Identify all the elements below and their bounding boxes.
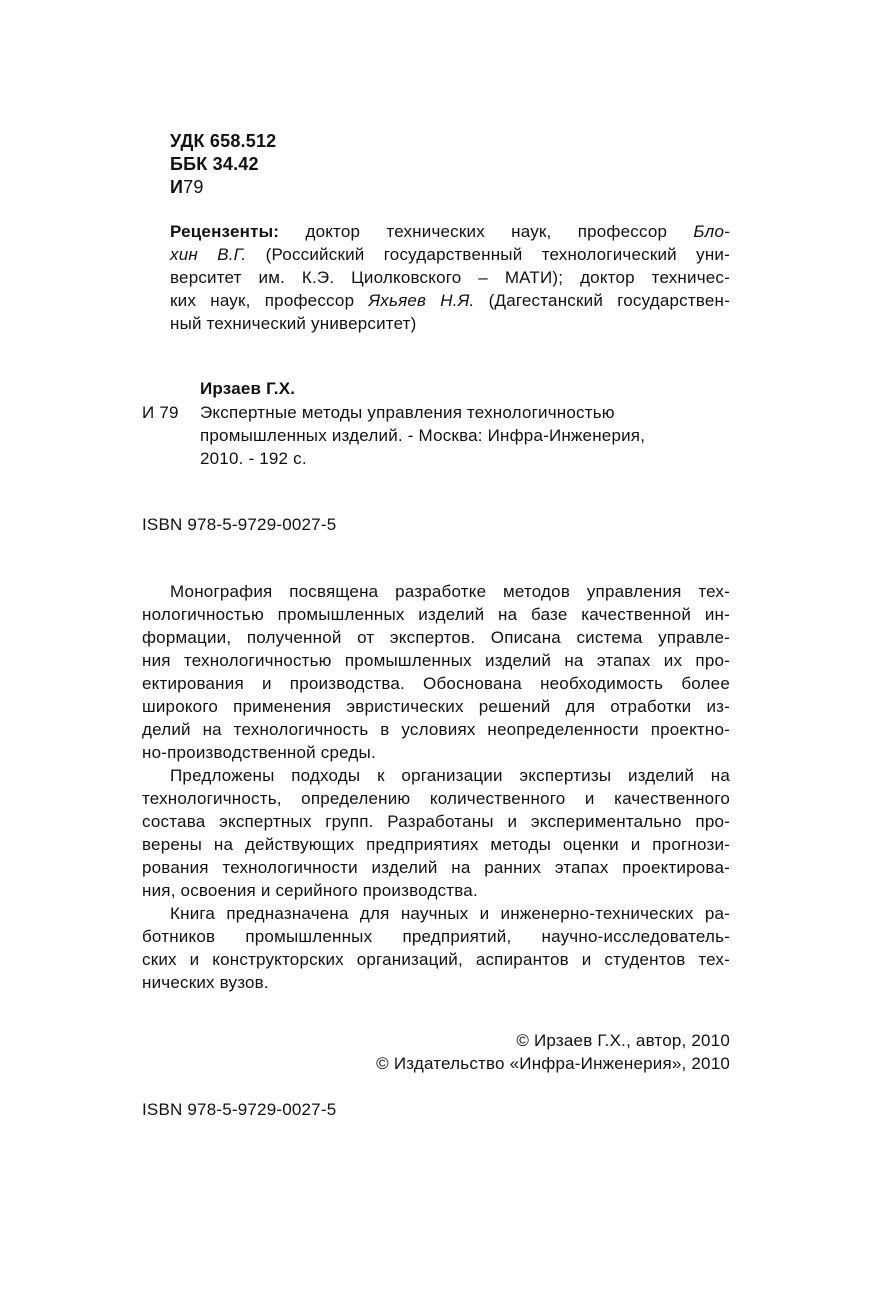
abstract-line: технологичность, определению количественного и качественного	[142, 789, 730, 808]
reviewers-line	[170, 243, 730, 266]
reviewer-name: хин В.Г.	[170, 245, 247, 264]
isbn-bottom	[142, 1098, 336, 1121]
abstract-line: широкого применения эвристических решений для отработки из-	[142, 697, 730, 716]
reviewers-paragraph	[170, 220, 730, 335]
abstract-line: но-производственной среды.	[142, 743, 376, 762]
abstract-line: Монография посвящена разработке методов управления тех-	[170, 582, 730, 601]
reviewers-text: (Дагестанский государствен-	[474, 291, 731, 310]
abstract-line: Предложены подходы к организации экспертизы изделий на	[170, 766, 730, 785]
author-mark-number: 79	[183, 177, 204, 197]
abstract-line: формации, полученной от экспертов. Описана система управле-	[142, 628, 730, 647]
abstract-line: ектирования и производства. Обоснована необходимость более	[142, 674, 730, 693]
entry-citation	[200, 401, 645, 470]
reviewers-text: доктор технических наук, профессор	[279, 222, 694, 241]
abstract-line: делий на технологичность в условиях неопределенности проектно-	[142, 720, 730, 739]
classification-block	[170, 130, 276, 199]
reviewers-text: ких наук, профессор	[170, 291, 369, 310]
author-mark-letter: И	[170, 177, 184, 197]
udc-code: УДК 658.512	[170, 131, 277, 151]
citation-line: 2010. - 192 с.	[200, 449, 307, 468]
isbn-bottom-text: ISBN 978-5-9729-0027-5	[142, 1100, 337, 1119]
entry-code	[142, 401, 179, 424]
abstract	[142, 580, 730, 994]
reviewer-name: Бло-	[693, 222, 730, 241]
entry-code-text: И 79	[142, 403, 179, 422]
isbn-top-text: ISBN 978-5-9729-0027-5	[142, 515, 337, 534]
abstract-line: состава экспертных групп. Разработаны и экспериментально про-	[142, 812, 730, 831]
citation-line: промышленных изделий. - Москва: Инфра-Инженерия,	[200, 426, 646, 445]
reviewers-line	[170, 220, 730, 243]
reviewers-line: верситет им. К.Э. Циолковского – МАТИ); доктор техничес-	[170, 268, 730, 287]
reviewers-line: ный технический университет)	[170, 314, 417, 333]
abstract-line: ния технологичностью промышленных изделий на этапах их про-	[142, 651, 730, 670]
abstract-line: ботников промышленных предприятий, научно-исследователь-	[142, 927, 730, 946]
abstract-line: нических вузов.	[142, 973, 269, 992]
citation-line: Экспертные методы управления технологичностью	[200, 403, 615, 422]
bbk-code: ББК 34.42	[170, 154, 259, 174]
copyright-author: © Ирзаев Г.Х., автор, 2010	[516, 1031, 730, 1050]
reviewers-line	[170, 289, 730, 312]
abstract-line: ния, освоения и серийного производства.	[142, 881, 478, 900]
author-mark	[170, 176, 276, 199]
reviewers-text: (Российский государственный технологический уни-	[246, 245, 730, 264]
author-name: Ирзаев Г.Х.	[200, 379, 296, 398]
entry-author	[200, 377, 295, 400]
copyright-publisher: © Издательство «Инфра-Инженерия», 2010	[376, 1054, 730, 1073]
copyright-block	[376, 1029, 730, 1075]
abstract-line: ских и конструкторских организаций, аспирантов и студентов тех-	[142, 950, 730, 969]
abstract-line: рования технологичности изделий на ранних этапах проектирова-	[142, 858, 730, 877]
reviewer-name: Яхьяев Н.Я.	[368, 291, 475, 310]
isbn-top	[142, 513, 336, 536]
abstract-line: Книга предназначена для научных и инженерно-технических ра-	[170, 904, 730, 923]
abstract-line: верены на действующих предприятиях методы оценки и прогнози-	[142, 835, 730, 854]
abstract-line: нологичностью промышленных изделий на базе качественной ин-	[142, 605, 730, 624]
reviewers-label: Рецензенты:	[170, 222, 280, 241]
